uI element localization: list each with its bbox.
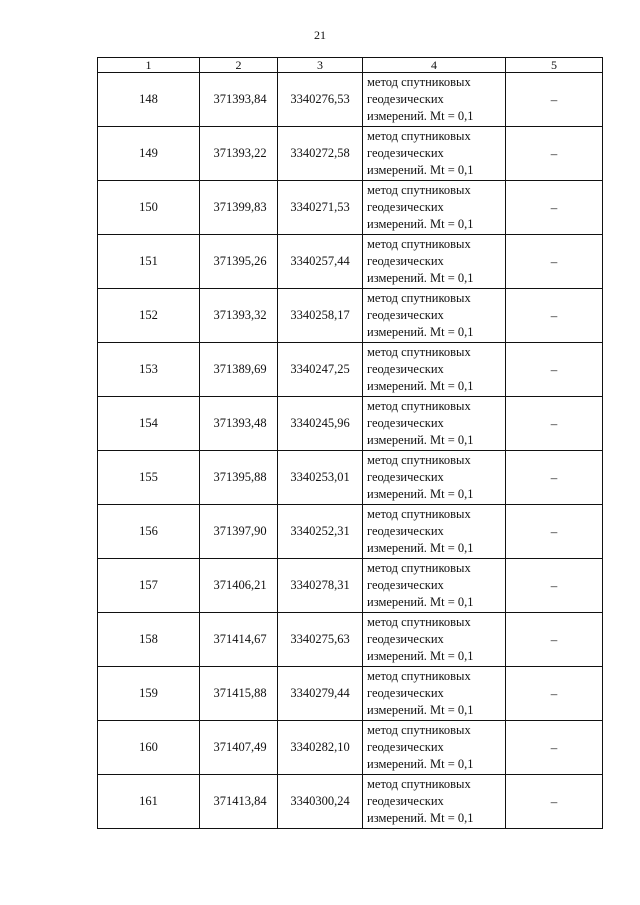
method-line: метод спутниковых <box>367 75 471 89</box>
y-coordinate-cell: 3340300,24 <box>278 775 363 829</box>
point-number-cell: 152 <box>98 289 200 343</box>
x-coordinate-cell: 371414,67 <box>200 613 278 667</box>
method-line: измерений. Mt = 0,1 <box>367 163 474 177</box>
method-line: измерений. Mt = 0,1 <box>367 487 474 501</box>
method-line: геодезических <box>367 686 444 700</box>
y-coordinate-cell: 3340275,63 <box>278 613 363 667</box>
method-cell <box>363 559 506 613</box>
method-line: измерений. Mt = 0,1 <box>367 811 474 825</box>
x-coordinate-cell: 371407,49 <box>200 721 278 775</box>
method-line: геодезических <box>367 524 444 538</box>
method-line: измерений. Mt = 0,1 <box>367 379 474 393</box>
method-line: измерений. Mt = 0,1 <box>367 433 474 447</box>
point-number-cell: 149 <box>98 127 200 181</box>
note-cell: – <box>506 289 603 343</box>
y-coordinate-cell: 3340247,25 <box>278 343 363 397</box>
method-line: метод спутниковых <box>367 345 471 359</box>
method-line: измерений. Mt = 0,1 <box>367 325 474 339</box>
point-number-cell: 154 <box>98 397 200 451</box>
x-coordinate-cell: 371406,21 <box>200 559 278 613</box>
method-cell <box>363 235 506 289</box>
point-number-cell: 150 <box>98 181 200 235</box>
point-number-cell: 148 <box>98 73 200 127</box>
method-line: геодезических <box>367 578 444 592</box>
method-line: метод спутниковых <box>367 237 471 251</box>
method-line: метод спутниковых <box>367 669 471 683</box>
coordinates-table <box>97 57 603 829</box>
note-cell: – <box>506 667 603 721</box>
method-line: геодезических <box>367 740 444 754</box>
method-line: измерений. Mt = 0,1 <box>367 541 474 555</box>
method-line: геодезических <box>367 632 444 646</box>
method-cell <box>363 73 506 127</box>
point-number-cell: 161 <box>98 775 200 829</box>
method-cell <box>363 613 506 667</box>
note-cell: – <box>506 559 603 613</box>
method-cell <box>363 775 506 829</box>
y-coordinate-cell: 3340279,44 <box>278 667 363 721</box>
method-line: измерений. Mt = 0,1 <box>367 703 474 717</box>
note-cell: – <box>506 613 603 667</box>
method-line: измерений. Mt = 0,1 <box>367 649 474 663</box>
method-line: метод спутниковых <box>367 399 471 413</box>
method-line: геодезических <box>367 146 444 160</box>
table-row <box>98 289 603 343</box>
y-coordinate-cell: 3340272,58 <box>278 127 363 181</box>
header-col-4: 4 <box>363 58 506 73</box>
x-coordinate-cell: 371393,32 <box>200 289 278 343</box>
table-row <box>98 397 603 451</box>
method-line: метод спутниковых <box>367 453 471 467</box>
table-row <box>98 127 603 181</box>
y-coordinate-cell: 3340258,17 <box>278 289 363 343</box>
table-row <box>98 613 603 667</box>
table-body <box>98 73 603 829</box>
method-line: геодезических <box>367 470 444 484</box>
header-col-2: 2 <box>200 58 278 73</box>
method-line: геодезических <box>367 794 444 808</box>
method-cell <box>363 451 506 505</box>
method-cell <box>363 667 506 721</box>
point-number-cell: 155 <box>98 451 200 505</box>
note-cell: – <box>506 397 603 451</box>
note-cell: – <box>506 721 603 775</box>
note-cell: – <box>506 127 603 181</box>
note-cell: – <box>506 505 603 559</box>
y-coordinate-cell: 3340271,53 <box>278 181 363 235</box>
y-coordinate-cell: 3340278,31 <box>278 559 363 613</box>
method-cell <box>363 127 506 181</box>
x-coordinate-cell: 371415,88 <box>200 667 278 721</box>
method-line: метод спутниковых <box>367 615 471 629</box>
method-line: метод спутниковых <box>367 291 471 305</box>
x-coordinate-cell: 371395,88 <box>200 451 278 505</box>
method-line: геодезических <box>367 362 444 376</box>
table-row <box>98 181 603 235</box>
method-line: метод спутниковых <box>367 561 471 575</box>
page-number: 21 <box>314 28 326 42</box>
table-row <box>98 73 603 127</box>
point-number-cell: 153 <box>98 343 200 397</box>
x-coordinate-cell: 371395,26 <box>200 235 278 289</box>
x-coordinate-cell: 371393,22 <box>200 127 278 181</box>
header-col-1: 1 <box>98 58 200 73</box>
method-line: геодезических <box>367 308 444 322</box>
method-line: геодезических <box>367 92 444 106</box>
table-row <box>98 505 603 559</box>
y-coordinate-cell: 3340252,31 <box>278 505 363 559</box>
table-row <box>98 559 603 613</box>
y-coordinate-cell: 3340282,10 <box>278 721 363 775</box>
method-line: измерений. Mt = 0,1 <box>367 757 474 771</box>
method-line: метод спутниковых <box>367 777 471 791</box>
x-coordinate-cell: 371399,83 <box>200 181 278 235</box>
method-line: измерений. Mt = 0,1 <box>367 595 474 609</box>
y-coordinate-cell: 3340257,44 <box>278 235 363 289</box>
point-number-cell: 157 <box>98 559 200 613</box>
table-row <box>98 343 603 397</box>
note-cell: – <box>506 235 603 289</box>
header-col-5: 5 <box>506 58 603 73</box>
table-row <box>98 451 603 505</box>
note-cell: – <box>506 343 603 397</box>
method-cell <box>363 181 506 235</box>
method-line: геодезических <box>367 254 444 268</box>
point-number-cell: 160 <box>98 721 200 775</box>
method-cell <box>363 505 506 559</box>
method-line: геодезических <box>367 200 444 214</box>
header-row <box>98 58 603 73</box>
note-cell: – <box>506 451 603 505</box>
x-coordinate-cell: 371393,84 <box>200 73 278 127</box>
method-cell <box>363 721 506 775</box>
y-coordinate-cell: 3340253,01 <box>278 451 363 505</box>
x-coordinate-cell: 371413,84 <box>200 775 278 829</box>
y-coordinate-cell: 3340245,96 <box>278 397 363 451</box>
method-line: измерений. Mt = 0,1 <box>367 217 474 231</box>
x-coordinate-cell: 371393,48 <box>200 397 278 451</box>
note-cell: – <box>506 181 603 235</box>
x-coordinate-cell: 371397,90 <box>200 505 278 559</box>
method-cell <box>363 397 506 451</box>
point-number-cell: 151 <box>98 235 200 289</box>
method-line: измерений. Mt = 0,1 <box>367 109 474 123</box>
point-number-cell: 158 <box>98 613 200 667</box>
method-line: метод спутниковых <box>367 129 471 143</box>
method-line: метод спутниковых <box>367 507 471 521</box>
table-row <box>98 775 603 829</box>
table-row <box>98 721 603 775</box>
header-col-3: 3 <box>278 58 363 73</box>
method-line: измерений. Mt = 0,1 <box>367 271 474 285</box>
method-cell <box>363 289 506 343</box>
method-line: геодезических <box>367 416 444 430</box>
point-number-cell: 159 <box>98 667 200 721</box>
method-line: метод спутниковых <box>367 723 471 737</box>
table-row <box>98 667 603 721</box>
point-number-cell: 156 <box>98 505 200 559</box>
method-cell <box>363 343 506 397</box>
note-cell: – <box>506 73 603 127</box>
table-row <box>98 235 603 289</box>
x-coordinate-cell: 371389,69 <box>200 343 278 397</box>
y-coordinate-cell: 3340276,53 <box>278 73 363 127</box>
note-cell: – <box>506 775 603 829</box>
method-line: метод спутниковых <box>367 183 471 197</box>
